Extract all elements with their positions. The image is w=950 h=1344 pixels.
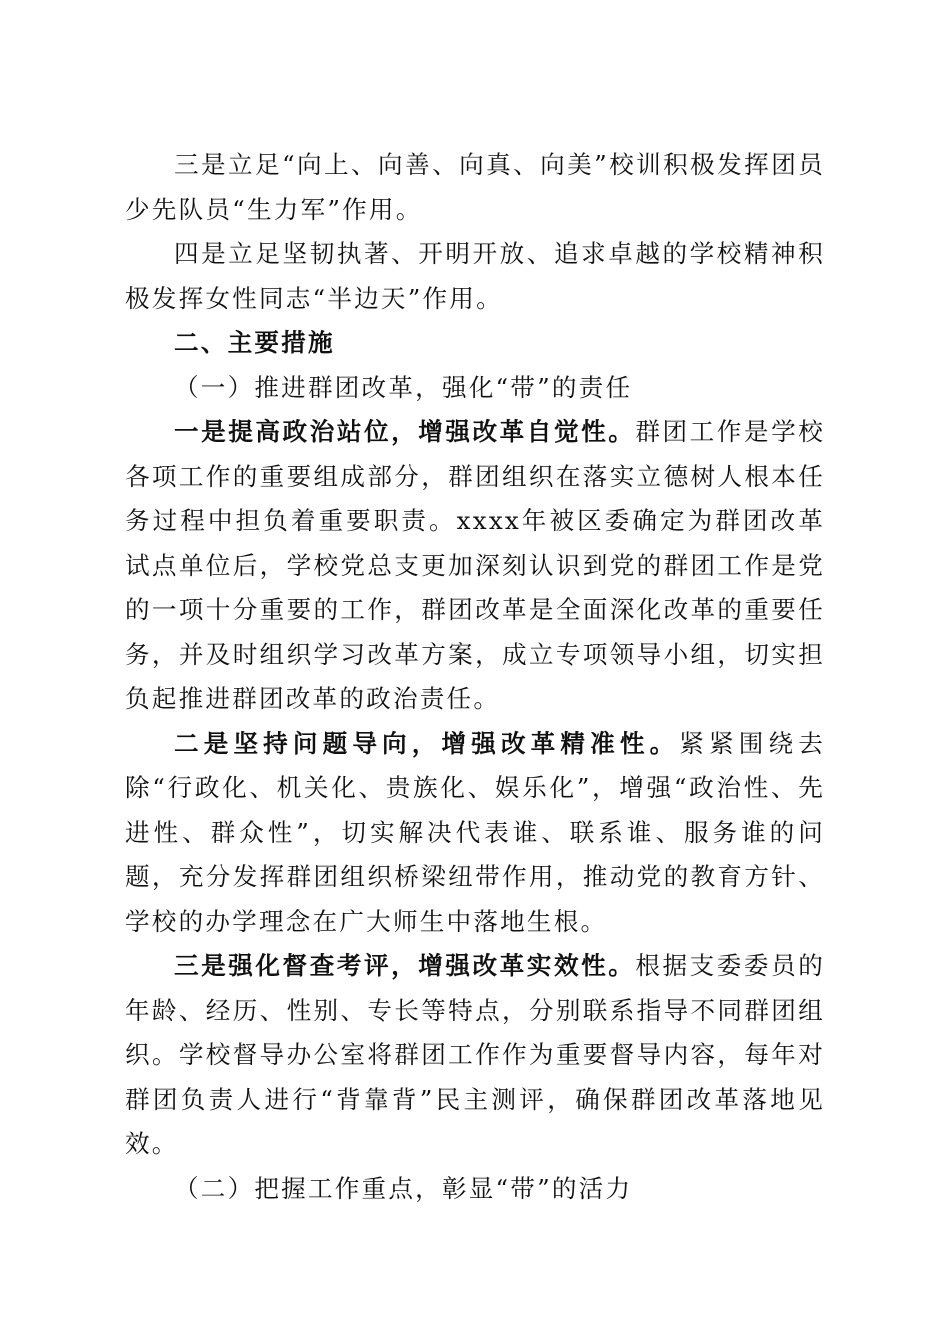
document-body <box>125 143 825 1211</box>
paragraph-lead: 一是提高政治站位，增强改革自觉性。 <box>174 417 636 446</box>
subsection-heading-1: （一）推进群团改革，强化“带”的责任 <box>174 372 633 402</box>
subsection-heading-2: （二）把握工作重点，彰显“带”的活力 <box>174 1173 633 1203</box>
paragraph-measure-2 <box>125 722 825 945</box>
paragraph-text: 群团工作是学校各项工作的重要组成部分，群团组织在落实立德树人根本任务过程中担负着重要职责。xxxx年被区委确定为群团改革试点单位后，学校党总支更加深刻认识到党的群团工作是党的一项十分重要的工作，群团改革是全面深化改革的重要任务，并及时组织学习改革方案，成立专项领导小组，切实担负起推进群团改革的政治责任。 <box>125 417 826 713</box>
section-heading-main-measures: 二、主要措施 <box>174 328 335 357</box>
paragraph-text: 紧紧围绕去除“行政化、机关化、贵族化、娱乐化”，增强“政治性、先进性、群众性”，切实解决代表谁、联系谁、服务谁的问题，充分发挥群团组织桥梁纽带作用，推动党的教育方针、学校的办学理念在广大师生中落地生根。 <box>125 728 825 936</box>
paragraph-text: 三是立足“向上、向善、向真、向美”校训积极发挥团员少先队员“生力军”作用。 <box>125 150 825 224</box>
paragraph-lead: 三是强化督查考评，增强改革实效性。 <box>174 951 636 980</box>
paragraph-text: 根据支委委员的年龄、经历、性别、专长等特点，分别联系指导不同群团组织。学校督导办公室将群团工作作为重要督导内容，每年对群团负责人进行“背靠背”民主测评，确保群团改革落地见效。 <box>125 951 826 1158</box>
paragraph-goal-4 <box>125 232 825 321</box>
paragraph-lead: 二是坚持问题导向，增强改革精准性。 <box>174 728 680 758</box>
paragraph-measure-3 <box>125 944 825 1167</box>
paragraph-measure-1 <box>125 410 825 722</box>
paragraph-goal-3 <box>125 143 825 232</box>
paragraph-text: 四是立足坚韧执著、开明开放、追求卓越的学校精神积极发挥女性同志“半边天”作用。 <box>125 239 825 313</box>
